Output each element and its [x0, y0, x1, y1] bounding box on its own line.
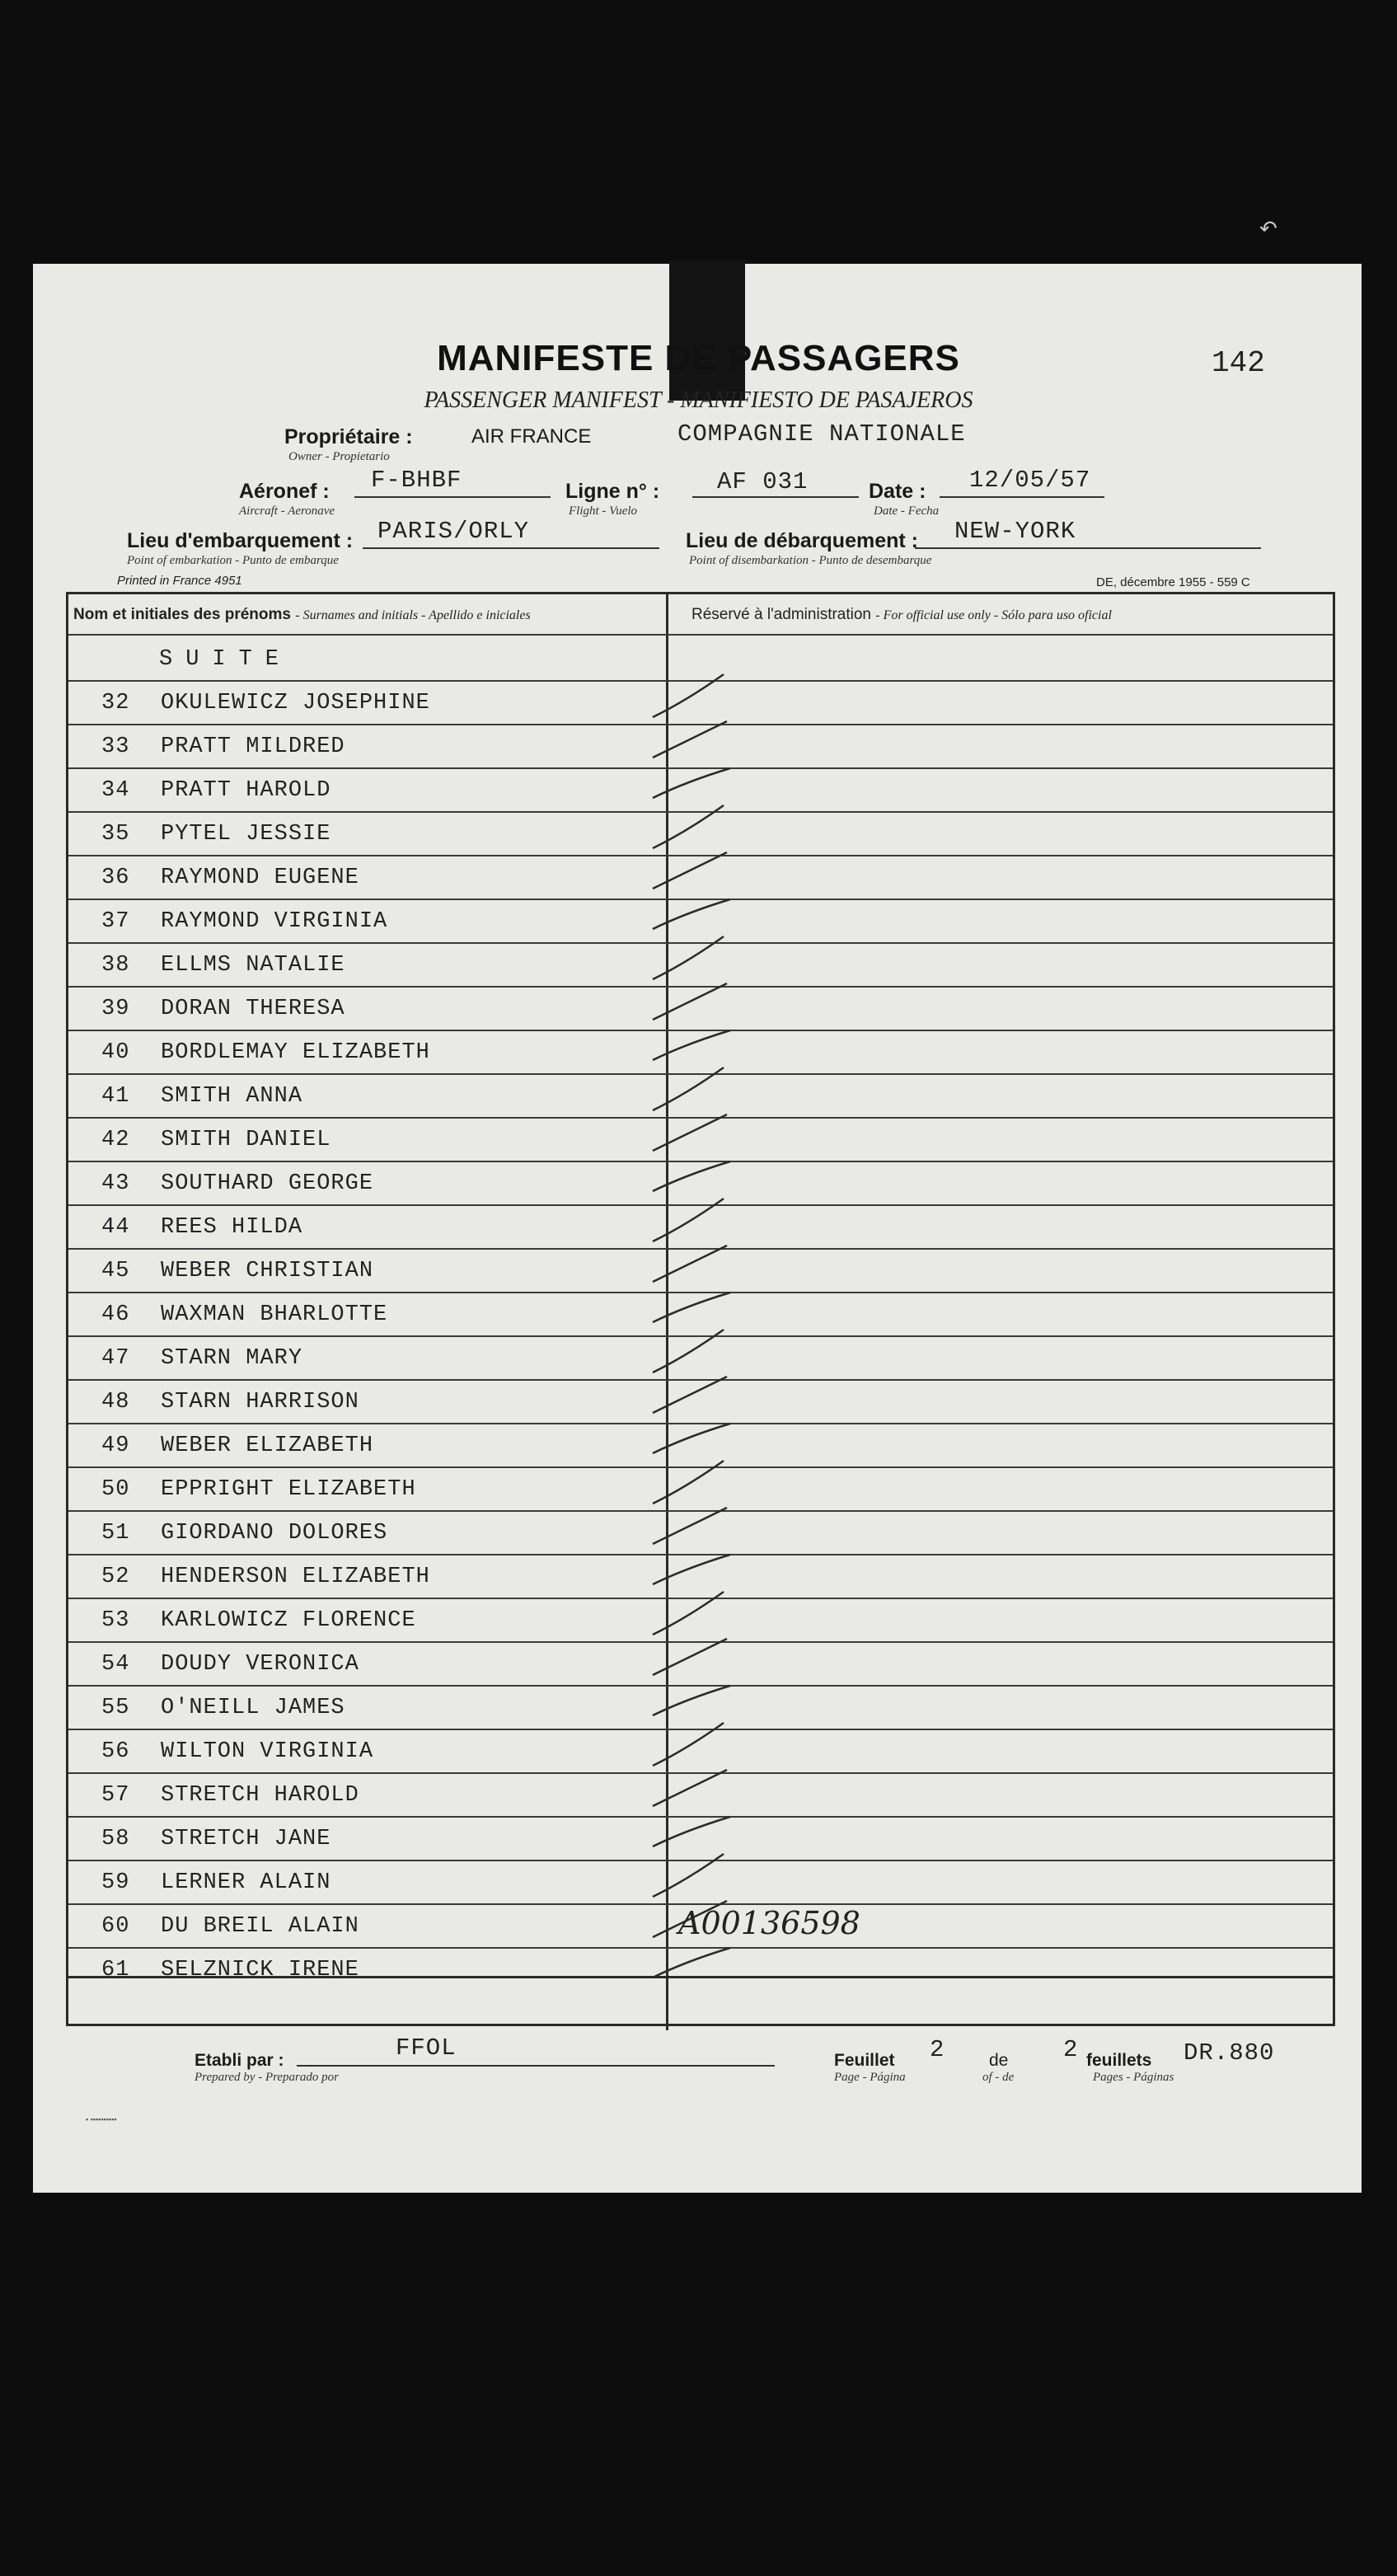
prepared-line: [297, 2065, 775, 2067]
page-number: 142: [1212, 346, 1265, 380]
passenger-name: WEBER ELIZABETH: [161, 1433, 374, 1458]
passenger-name: PYTEL JESSIE: [161, 822, 331, 847]
passenger-table: [66, 592, 1335, 2026]
passenger-name: STARN HARRISON: [161, 1390, 359, 1415]
passenger-number: 47: [101, 1346, 130, 1371]
passenger-name: DOUDY VERONICA: [161, 1652, 359, 1677]
aircraft-value: F-BHBF: [371, 467, 462, 494]
prepared-label: Etabli par :: [195, 2051, 284, 2070]
of-label: de: [989, 2051, 1009, 2070]
table-row: [101, 857, 359, 899]
table-row: [101, 1775, 359, 1816]
aircraft-line: [354, 496, 551, 498]
table-row: [101, 770, 330, 811]
embark-sub: Point of embarkation - Punto de embarque: [127, 554, 339, 567]
reference-value: DR.880: [1184, 2039, 1275, 2067]
passenger-name: BORDLEMAY ELIZABETH: [161, 1040, 430, 1065]
flight-value: AF 031: [717, 468, 809, 495]
passenger-name: RAYMOND VIRGINIA: [161, 909, 388, 934]
passenger-number: 54: [101, 1652, 130, 1677]
passenger-number: 46: [101, 1302, 130, 1327]
passenger-name: SOUTHARD GEORGE: [161, 1171, 374, 1196]
prepared-sub: Prepared by - Preparado por: [195, 2071, 339, 2084]
passenger-number: 57: [101, 1783, 130, 1808]
date-line: [940, 496, 1104, 498]
passenger-number: 44: [101, 1215, 130, 1240]
passenger-name: REES HILDA: [161, 1215, 303, 1240]
table-row: [101, 1731, 373, 1772]
flight-label: Ligne n° :: [565, 480, 660, 503]
passenger-name: SMITH ANNA: [161, 1084, 303, 1109]
passenger-name: GIORDANO DOLORES: [161, 1521, 388, 1546]
passenger-name: STRETCH HAROLD: [161, 1783, 359, 1808]
passenger-name: WEBER CHRISTIAN: [161, 1259, 374, 1283]
passenger-name: WILTON VIRGINIA: [161, 1739, 374, 1764]
table-row: [101, 1469, 416, 1510]
table-row: [101, 1119, 330, 1161]
passenger-number: 36: [101, 866, 130, 890]
col-header-official: [691, 594, 1112, 636]
prepared-value: FFOL: [396, 2034, 457, 2062]
printed-in: Printed in France 4951: [117, 574, 242, 588]
corner-mark: ↶: [1259, 216, 1277, 241]
owner-label: Propriétaire :: [284, 425, 413, 448]
passenger-number: 42: [101, 1128, 130, 1152]
passenger-number: 41: [101, 1084, 130, 1109]
col-header-names-italic: - Surnames and initials - Apellido e iniciales: [295, 608, 531, 622]
official-note: A00136598: [678, 1905, 860, 1941]
suite-label: SUITE: [159, 647, 293, 672]
sheet-label: Feuillet: [834, 2051, 895, 2070]
row-rule: [68, 634, 1333, 636]
col-header-official-bold: Réservé à l'administration: [691, 606, 871, 623]
passenger-name: PRATT MILDRED: [161, 734, 345, 759]
sheet-value: 2: [930, 2036, 945, 2063]
passenger-number: 58: [101, 1827, 130, 1851]
table-row: [101, 1163, 373, 1204]
embark-line: [363, 547, 659, 549]
owner-value: COMPAGNIE NATIONALE: [677, 420, 966, 448]
disembark-value: NEW-YORK: [954, 518, 1076, 545]
passenger-number: 51: [101, 1521, 130, 1546]
manifest-subtitle: PASSENGER MANIFEST - MANIFIESTO DE PASAJEROS: [424, 387, 973, 413]
table-row: [101, 1425, 373, 1466]
passenger-number: 53: [101, 1608, 130, 1633]
col-header-official-italic: - For official use only - Sólo para uso oficial: [875, 608, 1112, 622]
disembark-sub: Point of disembarkation - Punto de desembarque: [689, 554, 932, 567]
passenger-number: 59: [101, 1870, 130, 1895]
passenger-number: 33: [101, 734, 130, 759]
passenger-name: STARN MARY: [161, 1346, 303, 1371]
col-header-names-bold: Nom et initiales des prénoms: [73, 606, 291, 623]
table-row: [101, 1032, 430, 1073]
passenger-number: 48: [101, 1390, 130, 1415]
manifest-title: MANIFESTE DE PASSAGERS: [437, 338, 960, 378]
passenger-name: OKULEWICZ JOSEPHINE: [161, 691, 430, 716]
passenger-name: EPPRIGHT ELIZABETH: [161, 1477, 416, 1502]
passenger-number: 61: [101, 1958, 130, 1982]
pages-label: feuillets: [1086, 2051, 1152, 2070]
col-header-names: [73, 594, 531, 636]
table-row: [101, 1513, 387, 1554]
passenger-number: 34: [101, 778, 130, 803]
passenger-name: O'NEILL JAMES: [161, 1696, 345, 1720]
table-row: [101, 1250, 373, 1292]
passenger-name: DU BREIL ALAIN: [161, 1914, 359, 1939]
table-row: [101, 1906, 359, 1947]
passenger-number: 56: [101, 1739, 130, 1764]
owner-printed: AIR FRANCE: [471, 425, 592, 448]
table-row: [101, 901, 387, 942]
sheet-sub: Page - Página: [834, 2071, 906, 2084]
passenger-name: WAXMAN BHARLOTTE: [161, 1302, 388, 1327]
of-sub: of - de: [982, 2071, 1015, 2084]
table-row: [101, 1644, 359, 1685]
disembark-line: [915, 547, 1261, 549]
table-row: [101, 1294, 387, 1335]
passenger-name: HENDERSON ELIZABETH: [161, 1565, 430, 1589]
passenger-number: 60: [101, 1914, 130, 1939]
owner-sub: Owner - Propietario: [288, 450, 390, 463]
passenger-name: LERNER ALAIN: [161, 1870, 331, 1895]
table-row: [101, 1818, 330, 1860]
date-value: 12/05/57: [969, 467, 1091, 494]
pages-sub: Pages - Páginas: [1093, 2071, 1174, 2084]
passenger-number: 39: [101, 997, 130, 1021]
total-value: 2: [1063, 2036, 1079, 2063]
passenger-name: DORAN THERESA: [161, 997, 345, 1021]
table-row: [101, 1382, 359, 1423]
passenger-number: 45: [101, 1259, 130, 1283]
disembark-label: Lieu de débarquement :: [686, 529, 918, 552]
passenger-number: 55: [101, 1696, 130, 1720]
table-row: [101, 945, 345, 986]
table-row: [101, 683, 430, 724]
passenger-name: SMITH DANIEL: [161, 1128, 331, 1152]
passenger-name: PRATT HAROLD: [161, 778, 331, 803]
passenger-number: 37: [101, 909, 130, 934]
form-ref: DE, décembre 1955 - 559 C: [1096, 575, 1250, 589]
table-row: [101, 1600, 416, 1641]
passenger-number: 38: [101, 953, 130, 978]
embark-label: Lieu d'embarquement :: [127, 529, 354, 552]
embark-value: PARIS/ORLY: [377, 518, 530, 545]
table-row: [101, 726, 345, 767]
passenger-number: 52: [101, 1565, 130, 1589]
passenger-name: STRETCH JANE: [161, 1827, 331, 1851]
tape-strip: [669, 260, 745, 401]
table-row: [101, 988, 345, 1030]
printer-mark: ▪ ▪▪▪▪▪▪▪▪▪▪: [86, 2115, 117, 2123]
passenger-number: 50: [101, 1477, 130, 1502]
passenger-number: 40: [101, 1040, 130, 1065]
table-row: [101, 1338, 302, 1379]
aircraft-label: Aéronef :: [239, 480, 330, 503]
passenger-number: 32: [101, 691, 130, 716]
table-row: [101, 1862, 330, 1903]
date-label: Date :: [869, 480, 926, 503]
table-row: [101, 814, 330, 855]
passenger-name: RAYMOND EUGENE: [161, 866, 359, 890]
flight-line: [692, 496, 859, 498]
table-row: [101, 1207, 302, 1248]
passenger-number: 49: [101, 1433, 130, 1458]
table-row: [101, 1076, 302, 1117]
passenger-number: 35: [101, 822, 130, 847]
passenger-name: ELLMS NATALIE: [161, 953, 345, 978]
aircraft-sub: Aircraft - Aeronave: [239, 504, 335, 518]
passenger-number: 43: [101, 1171, 130, 1196]
passenger-name: SELZNICK IRENE: [161, 1958, 359, 1982]
passenger-name: KARLOWICZ FLORENCE: [161, 1608, 416, 1633]
table-row: [101, 1556, 430, 1598]
table-row: [101, 1950, 359, 1991]
table-row: [101, 1687, 345, 1729]
flight-sub: Flight - Vuelo: [569, 504, 638, 518]
date-sub: Date - Fecha: [874, 504, 940, 518]
check-mark: [649, 1935, 740, 1992]
